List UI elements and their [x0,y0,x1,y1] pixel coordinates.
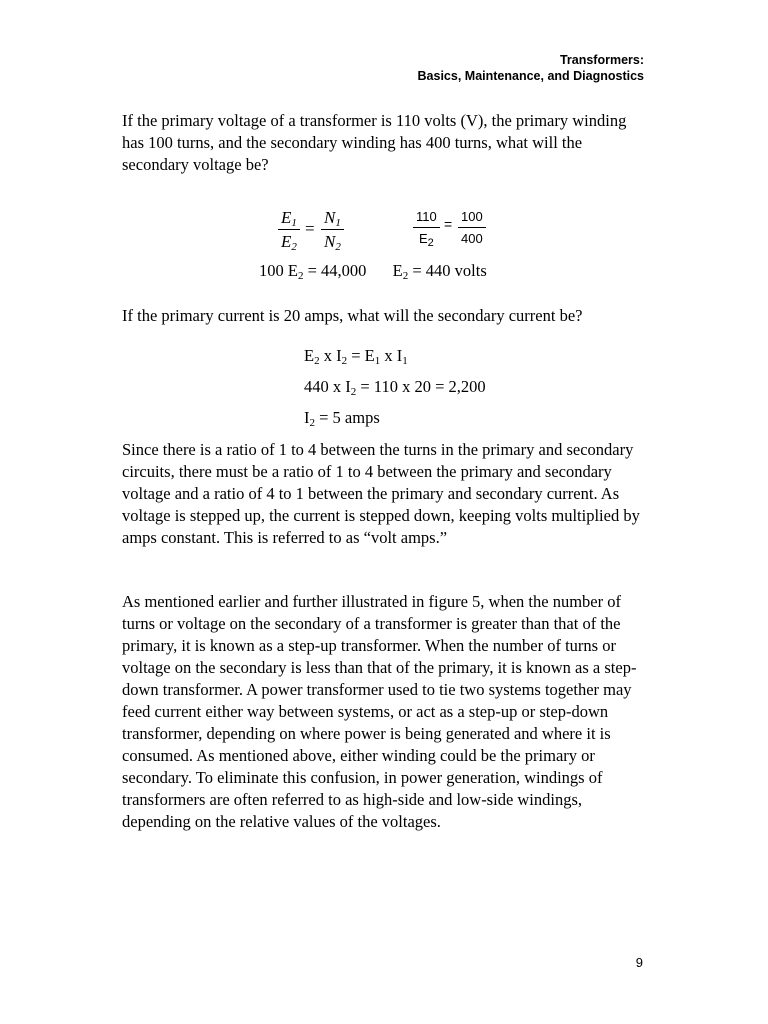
equation-1: $E_2$ x $I_2 = E_1$ x $I_1$ [304,346,408,367]
fraction-100-400: $\frac{100}{400}$ [458,208,486,248]
fraction-110-e2: $\frac{110}{E_2}$ [413,208,440,248]
paragraph-ratio-explanation: Since there is a ratio of 1 to 4 between the turns in the primary and secondary circuits, there must be a ratio of 1 to 4 between the primary and secondary voltage and a ratio of 4 to 1 between the primary and secondary current. As voltage is stepped up, the current is stepped down, keeping volts multiplied by amps constant. This is referred to as “volt amps.” [122,440,640,547]
running-header [418,52,644,84]
question-secondary-voltage: If the primary voltage of a transformer is 110 volts (V), the primary winding has 100 turns, and the secondary winding has 400 turns, what will the secondary voltage be? [122,111,627,174]
header-title: Transformers: [559,53,644,67]
fraction-e1-e2: $\frac{E_1}{E_2}$ [278,208,300,252]
page-number: 9 [635,955,643,970]
equation-3: $I_2 = 5$ amps [304,408,380,429]
equation-2: 440 x $I_2 = 110$ x 20 = 2,200 [304,377,486,398]
header-subtitle: Basics, Maintenance, and Diagnostics [417,69,644,83]
result-line: 100 $E_2 = 44,000$ $E_2 = 440$ volts [259,261,487,282]
question-secondary-current: If the primary current is 20 amps, what will the secondary current be? [122,306,583,325]
equals-sign: = [305,219,315,238]
paragraph-step-up-step-down: As mentioned earlier and further illustrated in figure 5, when the number of turns or voltage on the secondary of a transformer is greater than that of the primary, it is known as a step-up transformer. When the number of turns or voltage on the secondary is less than that of the primary, it is known as a step-down transformer. A power transformer used to tie two systems together may feed current either way between systems, or act as a step-up or step-down transformer, depending on where power is being generated and where it is consumed. As mentioned above, either winding could be the primary or secondary. To eliminate this confusion, in power generation, windings of transformers are often referred to as high-side and low-side windings, depending on the relative values of the voltages. [122,592,637,831]
fraction-n1-n2: $\frac{N_1}{N_2}$ [321,208,344,252]
equals-sign-2: = [444,216,453,232]
